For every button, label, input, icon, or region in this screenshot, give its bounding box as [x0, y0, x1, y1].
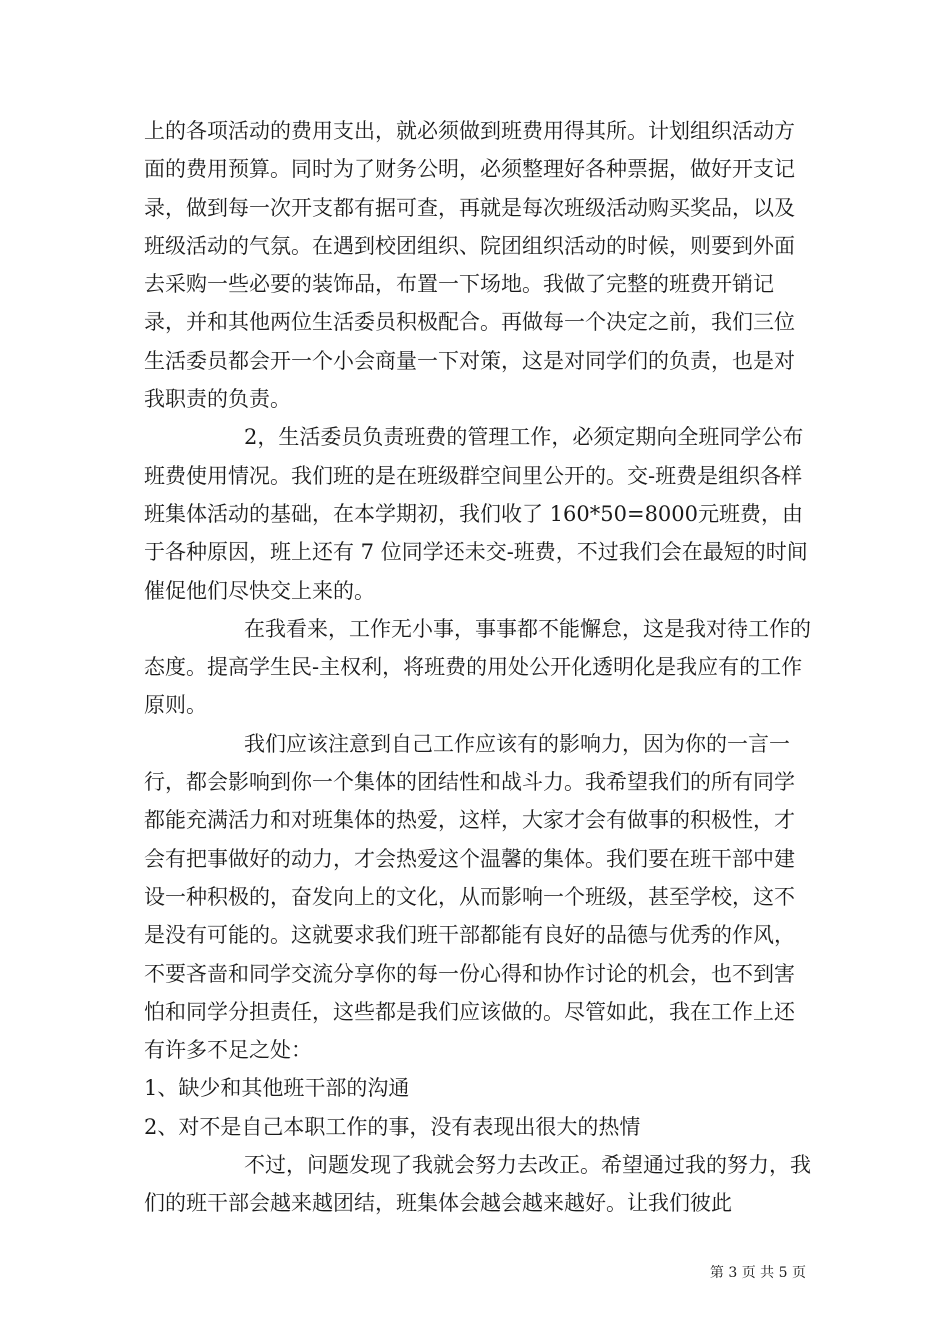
- page-number-footer: 第 3 页 共 5 页: [709, 1265, 806, 1281]
- list-item-shortcoming-2: 2、对不是自己本职工作的事，没有表现出很大的热情: [144, 1114, 641, 1139]
- paragraph-class-fee-management: 2，生活委员负责班费的管理工作，必须定期向全班同学公布班费使用情况。我们班的是在班级群空间里公开的。交-班费是组织各样班集体活动的基础，在本学期初，我们收了 160*50=8000元班费，由于各种原因，班上还有 7 位同学还未交-班费，不过我们会在最短的时间催促他们尽快交上来的。: [144, 425, 808, 603]
- list-item-shortcoming-1: 1、缺少和其他班干部的沟通: [144, 1076, 410, 1101]
- paragraph-work-attitude: 在我看来，工作无小事，事事都不能懈怠，这是我对待工作的态度。提高学生民-主权利，将班费的用处公开化透明化是我应有的工作原则。: [144, 616, 811, 718]
- paragraph-continued: 上的各项活动的费用支出，就必须做到班费用得其所。计划组织活动方面的费用预算。同时为了财务公明，必须整理好各种票据，做好开支记录，做到每一次开支都有据可查，再就是每次班级活动购买奖品，以及班级活动的气氛。在遇到校团组织、院团组织活动的时候，则要到外面去采购一些必要的装饰品，布置一下场地。我做了完整的班费开销记录，并和其他两位生活委员积极配合。再做每一个决定之前，我们三位生活委员都会开一个小会商量一下对策，这是对同学们的负责，也是对我职责的负责。: [144, 119, 795, 412]
- paragraph-influence: 我们应该注意到自己工作应该有的影响力，因为你的一言一行，都会影响到你一个集体的团结性和战斗力。我希望我们的所有同学都能充满活力和对班集体的热爱，这样，大家才会有做事的积极性，才会有把事做好的动力，才会热爱这个温馨的集体。我们要在班干部中建设一种积极的，奋发向上的文化，从而影响一个班级，甚至学校，这不是没有可能的。这就要求我们班干部都能有良好的品德与优秀的作风，不要吝啬和同学交流分享你的每一份心得和协作讨论的机会，也不到害怕和同学分担责任，这些都是我们应该做的。尽管如此，我在工作上还有许多不足之处：: [144, 731, 795, 1063]
- document-body: [144, 112, 814, 1223]
- paragraph-closing: 不过，问题发现了我就会努力去改正。希望通过我的努力，我们的班干部会越来越团结，班集体会越会越来越好。让我们彼此: [144, 1153, 811, 1216]
